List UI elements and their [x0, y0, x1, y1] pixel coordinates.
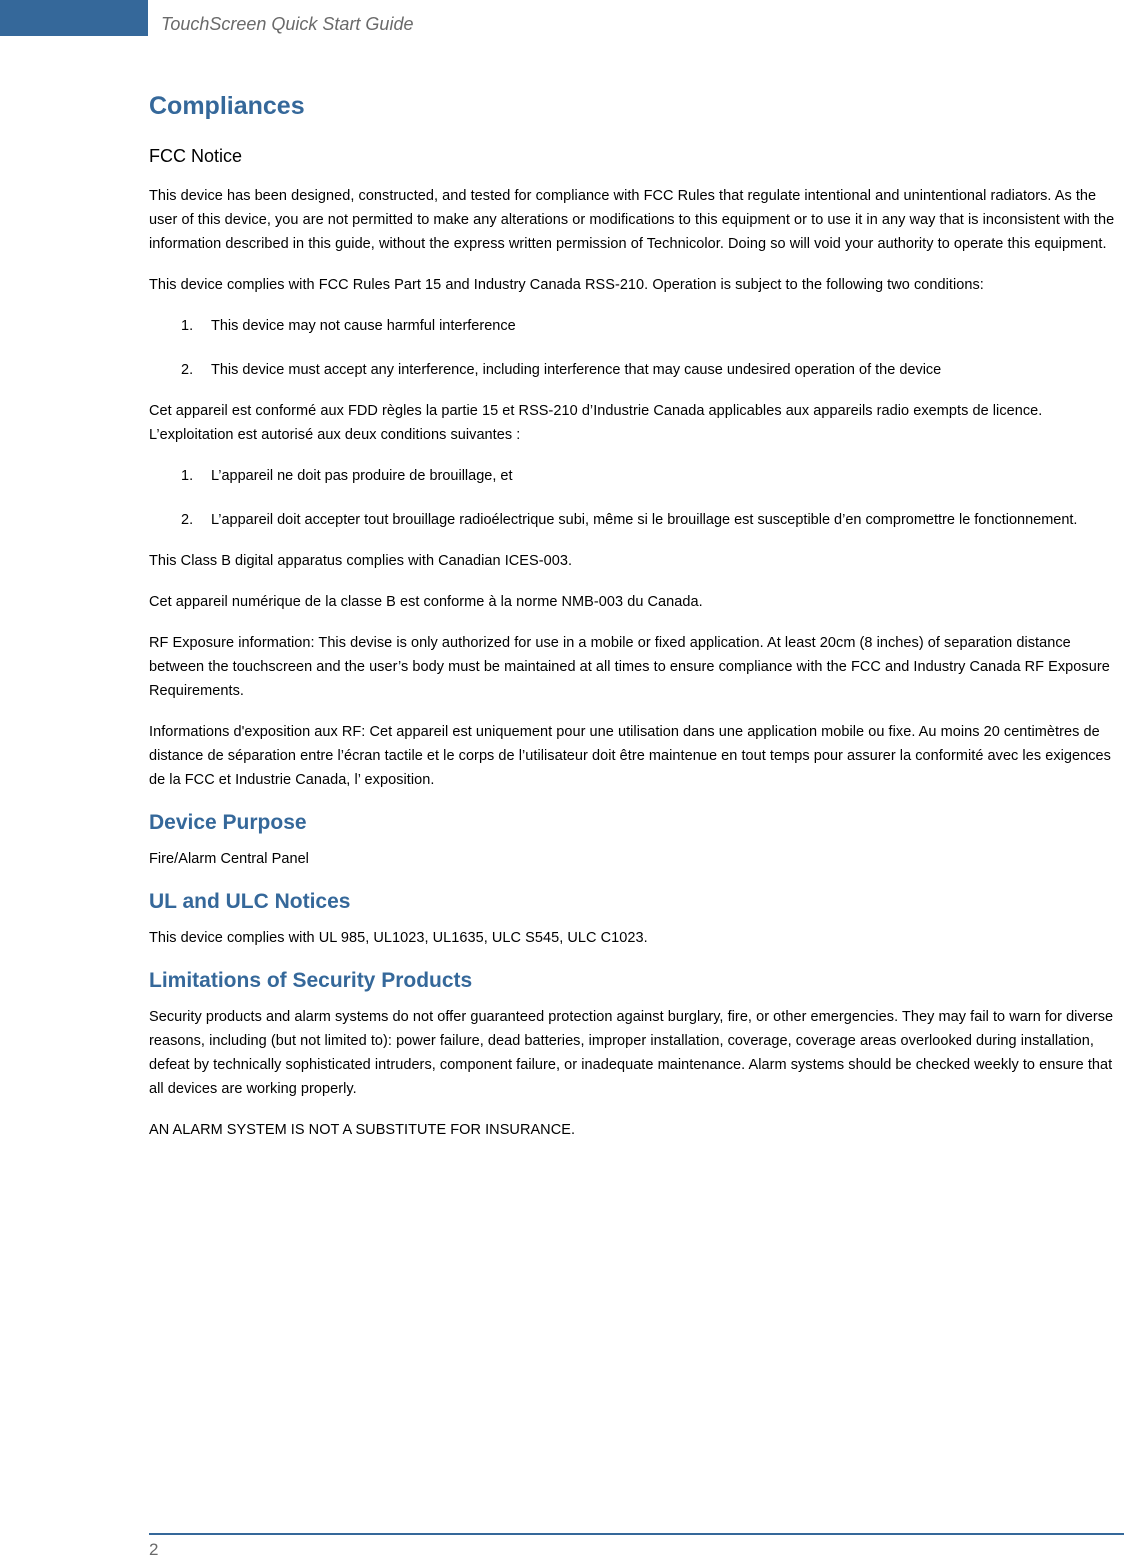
list-text: This device may not cause harmful interference [211, 318, 516, 334]
page-content [149, 88, 1124, 1159]
device-purpose-heading: Device Purpose [149, 811, 307, 834]
ul-notices-heading: UL and ULC Notices [149, 890, 351, 913]
conditions-list-en [149, 314, 1124, 382]
ices-paragraph: This Class B digital apparatus complies with Canadian ICES-003. [149, 553, 573, 569]
page-number: 2 [149, 1540, 159, 1559]
list-item [149, 464, 1124, 488]
compliances-heading: Compliances [149, 92, 305, 120]
limitations-paragraph: Security products and alarm systems do not offer guaranteed protection against burglary, fire, or other emergencies. They may fail to warn for diverse reasons, including (but not limited to): power failure, dead batteries, improper installation, coverage, coverage areas overlooked during installation, defeat by technically sophisticated intruders, component failure, or inadequate maintenance. Alarm systems should be checked weekly to ensure that all devices are working properly. [149, 1009, 1114, 1097]
nmb-paragraph: Cet appareil numérique de la classe B est conforme à la norme NMB-003 du Canada. [149, 594, 703, 610]
list-item [149, 358, 1124, 382]
device-purpose-text: Fire/Alarm Central Panel [149, 851, 309, 867]
document-title: TouchScreen Quick Start Guide [161, 14, 414, 34]
fcc-paragraph-1: This device has been designed, constructed, and tested for compliance with FCC Rules that regulate intentional and unintentional radiators. As the user of this device, you are not permitted to make any alterations or modifications to this equipment or to use it in any way that is inconsistent with the information described in this guide, without the express written permission of Technicolor. Doing so will void your authority to operate this equipment. [149, 188, 1115, 252]
fcc-paragraph-fr: Cet appareil est conformé aux FDD règles la partie 15 et RSS-210 d’Industrie Canada applicables aux appareils radio exempts de licence. L’exploitation est autorisé aux deux conditions suivantes : [149, 403, 1043, 443]
insurance-notice: AN ALARM SYSTEM IS NOT A SUBSTITUTE FOR INSURANCE. [149, 1122, 576, 1138]
header-accent-bar [0, 0, 148, 36]
list-text: This device must accept any interference, including interference that may cause undesired operation of the device [211, 362, 942, 378]
fcc-notice-heading: FCC Notice [149, 146, 243, 166]
conditions-list-fr [149, 464, 1124, 532]
list-text: L’appareil ne doit pas produire de brouillage, et [211, 468, 513, 484]
list-number: 1. [181, 318, 194, 334]
list-item [149, 314, 1124, 338]
ul-notices-text: This device complies with UL 985, UL1023, UL1635, ULC S545, ULC C1023. [149, 930, 648, 946]
limitations-heading: Limitations of Security Products [149, 969, 473, 992]
footer-divider [149, 1533, 1124, 1535]
rf-exposure-fr-paragraph: Informations d'exposition aux RF: Cet appareil est uniquement pour une utilisation dans une application mobile ou fixe. Au moins 20 centimètres de distance de séparation entre l’écran tactile et le corps de l’utilisateur doit être maintenue en tout temps pour assurer la conformité avec les exigences de la FCC et Industrie Canada, l’ exposition. [149, 724, 1111, 788]
list-item [149, 508, 1124, 532]
list-number: 2. [181, 512, 194, 528]
fcc-paragraph-2: This device complies with FCC Rules Part 15 and Industry Canada RSS-210. Operation is subject to the following two conditions: [149, 277, 984, 293]
list-number: 1. [181, 468, 194, 484]
list-number: 2. [181, 362, 194, 378]
list-text: L’appareil doit accepter tout brouillage radioélectrique subi, même si le brouillage est susceptible d’en compromettre le fonctionnement. [211, 512, 1078, 528]
rf-exposure-paragraph: RF Exposure information: This devise is only authorized for use in a mobile or fixed application. At least 20cm (8 inches) of separation distance between the touchscreen and the user’s body must be maintained at all times to ensure compliance with the FCC and Industry Canada RF Exposure Requirements. [149, 635, 1110, 699]
